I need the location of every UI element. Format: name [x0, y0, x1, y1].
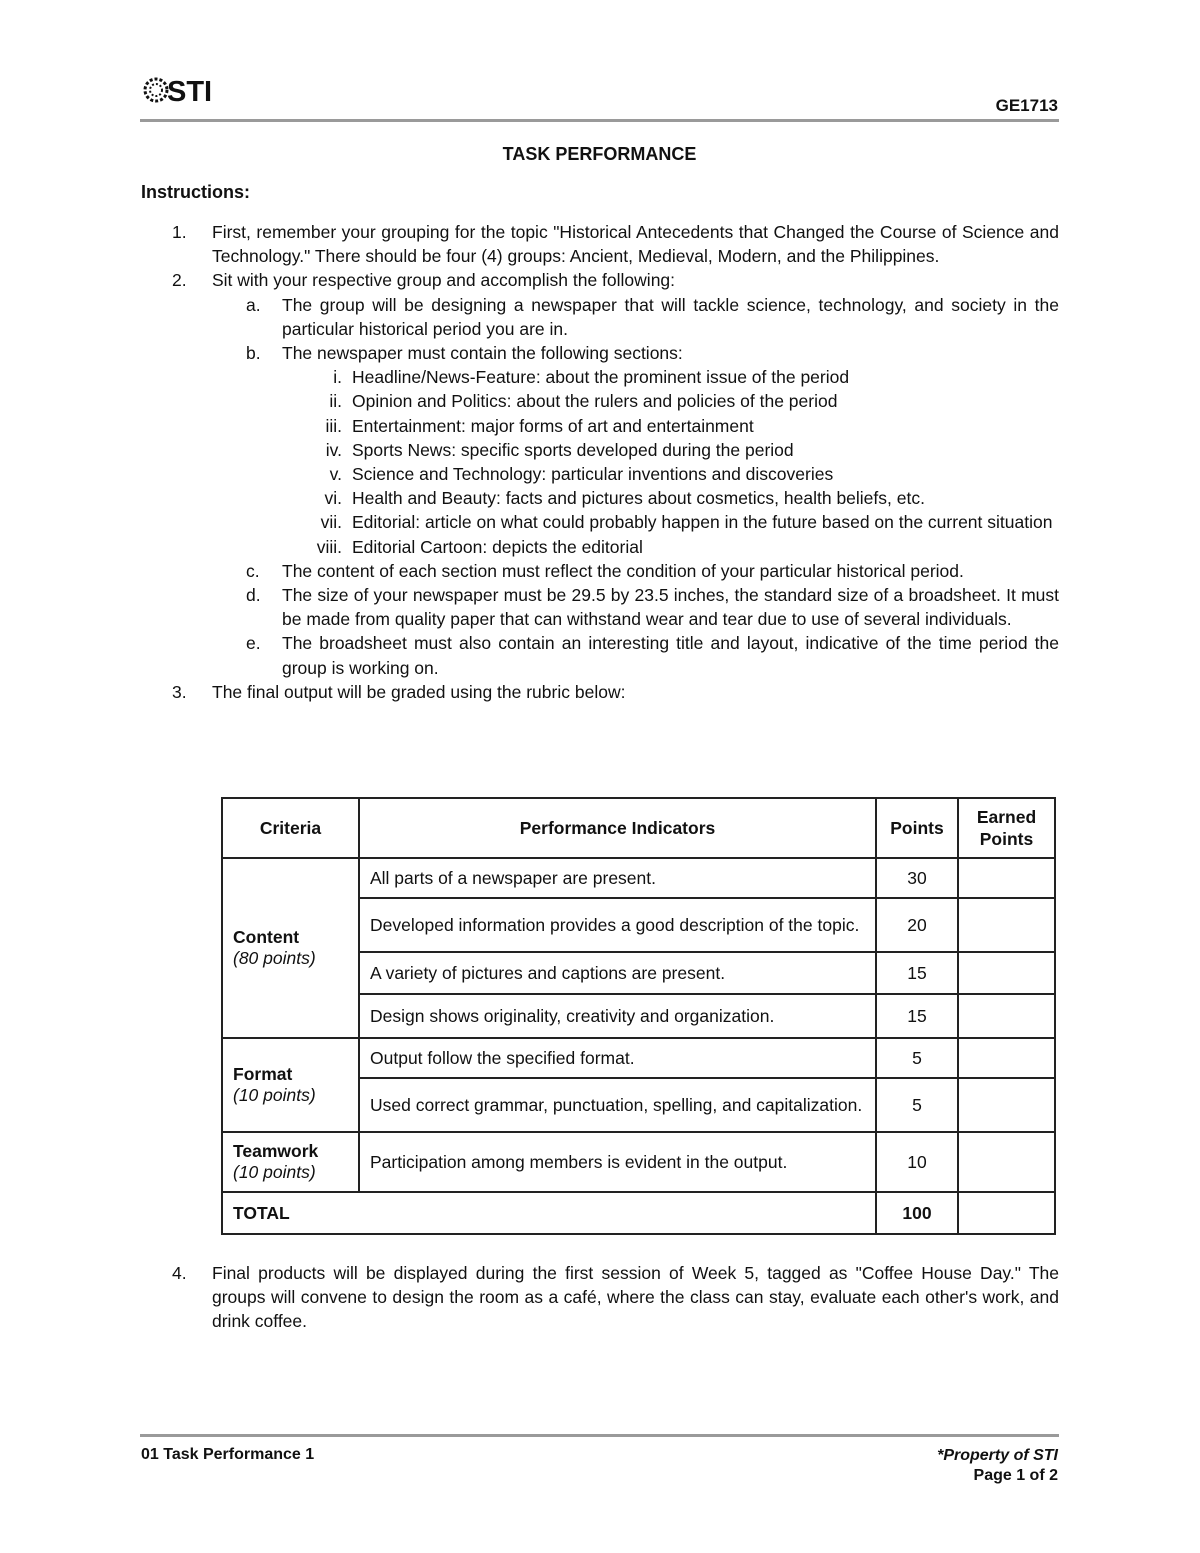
earned-cell[interactable]	[958, 994, 1055, 1038]
list-item: 1. First, remember your grouping for the topic "Historical Antecedents that Changed the Course of Science and Technology." There should be four (4) groups: Ancient, Medieval, Modern, and the Philippines.	[172, 222, 1059, 267]
header-criteria: Criteria	[222, 798, 359, 858]
footer-divider	[140, 1434, 1059, 1437]
table-row: Used correct grammar, punctuation, spelling, and capitalization. 5	[222, 1078, 1055, 1132]
earned-cell[interactable]	[958, 1132, 1055, 1192]
table-row: A variety of pictures and captions are present. 15	[222, 952, 1055, 994]
svg-text:STI: STI	[167, 76, 213, 108]
section-item: vi. Health and Beauty: facts and pictures about cosmetics, health beliefs, etc.	[324, 488, 925, 509]
earned-cell[interactable]	[958, 1038, 1055, 1078]
header-points: Points	[876, 798, 958, 858]
earned-cell[interactable]	[958, 858, 1055, 898]
earned-cell[interactable]	[958, 952, 1055, 994]
table-row: Teamwork (10 points) Participation among members is evident in the output. 10	[222, 1132, 1055, 1192]
total-row	[222, 1192, 1055, 1234]
criteria-teamwork: Teamwork (10 points)	[222, 1132, 359, 1192]
header-divider	[140, 119, 1059, 122]
course-code: GE1713	[995, 96, 1058, 115]
table-row: Content (80 points) All parts of a newspaper are present. 30	[222, 858, 1055, 898]
total-points: 100	[876, 1192, 958, 1234]
page-title: TASK PERFORMANCE	[502, 144, 697, 164]
list-item: 3. The final output will be graded using the rubric below:	[172, 681, 626, 702]
footer-title: 01 Task Performance 1	[141, 1446, 315, 1463]
section-item: iv. Sports News: specific sports developed during the period	[325, 439, 794, 460]
criteria-content: Content (80 points)	[222, 858, 359, 1038]
sub-item: a. The group will be designing a newspaper that will tackle science, technology, and society in the particular historical period you are in.	[246, 294, 1059, 339]
table-row: Format (10 points) Output follow the specified format. 5	[222, 1038, 1055, 1078]
list-item: 4. Final products will be displayed during the first session of Week 5, tagged as "Coffee House Day." The groups will convene to design the room as a café, where the class can stay, evaluate each other's work, and drink coffee.	[172, 1263, 1059, 1332]
list-item: 2. Sit with your respective group and accomplish the following:	[172, 270, 676, 291]
header-indicators: Performance Indicators	[359, 798, 876, 858]
page-number: Page 1 of 2	[973, 1467, 1058, 1484]
property-note: *Property of STI	[937, 1447, 1058, 1464]
section-item: ii. Opinion and Politics: about the rulers and policies of the period	[329, 391, 838, 412]
earned-cell[interactable]	[958, 1078, 1055, 1132]
section-item: viii. Editorial Cartoon: depicts the editorial	[316, 536, 643, 557]
sub-item: c. The content of each section must reflect the condition of your particular historical period.	[246, 560, 964, 581]
sub-item: e. The broadsheet must also contain an interesting title and layout, indicative of the time period the group is working on.	[246, 633, 1059, 678]
total-label: TOTAL	[222, 1192, 876, 1234]
earned-total-cell[interactable]	[958, 1192, 1055, 1234]
section-item: v. Science and Technology: particular inventions and discoveries	[329, 464, 834, 485]
table-header-row	[222, 798, 1055, 858]
instructions-label: Instructions:	[141, 182, 251, 202]
footer-right	[937, 1446, 1058, 1486]
section-item: vii. Editorial: article on what could probably happen in the future based on the current situation	[320, 512, 1053, 533]
table-row: Developed information provides a good description of the topic. 20	[222, 898, 1055, 952]
sti-logo	[143, 72, 218, 108]
sub-item: b. The newspaper must contain the following sections:	[246, 343, 683, 364]
sub-item: d. The size of your newspaper must be 29.5 by 23.5 inches, the standard size of a broadsheet. It must be made from quality paper that can withstand wear and tear due to use of several individuals.	[246, 585, 1059, 630]
table-row: Design shows originality, creativity and organization. 15	[222, 994, 1055, 1038]
rubric-table	[221, 797, 1056, 1235]
instructions-list	[140, 220, 1059, 704]
earned-cell[interactable]	[958, 898, 1055, 952]
section-item: i. Headline/News-Feature: about the prominent issue of the period	[333, 367, 850, 388]
section-item: iii. Entertainment: major forms of art and entertainment	[325, 415, 754, 436]
criteria-format: Format (10 points)	[222, 1038, 359, 1132]
header-earned: Earned Points	[958, 798, 1055, 858]
